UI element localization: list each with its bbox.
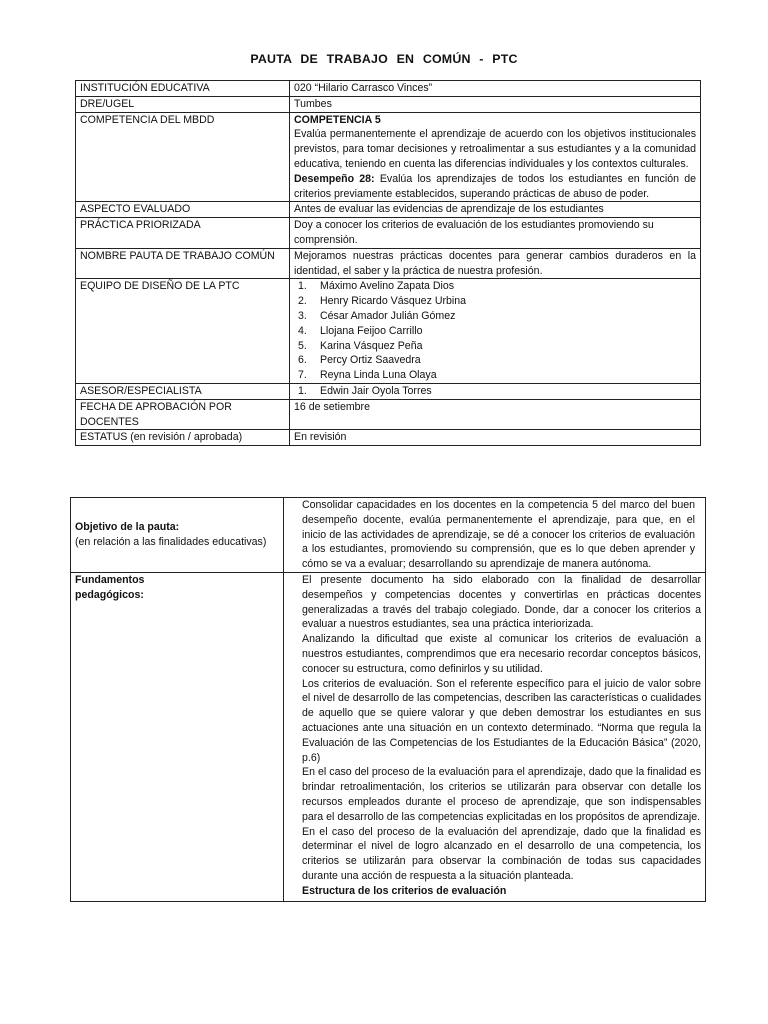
fundamentos-paragraph: El presente documento ha sido elaborado con la finalidad de desarrollar desempeños y competencias docentes y convertirlas en prácticas docentes generalizadas a través del trabajo colegiado. Donde, dar a conocer los criterios a evaluar a nuestros estudiantes, sea una práctica interiorizada. bbox=[302, 573, 701, 631]
table-row bbox=[76, 96, 701, 112]
team-member-name: César Amador Julián Gómez bbox=[320, 309, 456, 322]
list-number: 1. bbox=[298, 384, 307, 397]
page-title: PAUTA DE TRABAJO EN COMÚN - PTC bbox=[250, 52, 518, 66]
table-row bbox=[76, 383, 701, 399]
nombre-value: Mejoramos nuestras prácticas docentes para generar cambios duraderos en la identidad, el saber y la práctica de nuestra profesión. bbox=[290, 248, 701, 279]
competencia-label: COMPETENCIA DEL MBDD bbox=[76, 112, 290, 202]
list-number: 3. bbox=[298, 309, 307, 322]
table-row bbox=[76, 399, 701, 430]
desempeno-title: Desempeño 28: bbox=[294, 172, 375, 185]
team-member-name: Máximo Avelino Zapata Dios bbox=[320, 280, 455, 293]
list-number: 5. bbox=[298, 339, 307, 352]
team-member-name: Percy Ortiz Saavedra bbox=[320, 354, 421, 367]
desempeno-text: Evalúa los aprendizajes de todos los estudiantes en función de criterios previamente establecidos, superando prácticas de abuso de poder. bbox=[294, 172, 696, 200]
objetivo-cell bbox=[284, 498, 706, 573]
estructura-heading: Estructura de los criterios de evaluación bbox=[302, 884, 507, 897]
fundamentos-paragraph: En el caso del proceso de la evaluación del aprendizaje, dado que la finalidad es determinar el nivel de logro alcanzado en el desarrollo de una competencia, los criterios se utilizarán para observar la combinación de todas sus capacidades durante una acción de respuesta a la situación planteada. bbox=[302, 825, 701, 882]
practica-label: PRÁCTICA PRIORIZADA bbox=[76, 218, 290, 249]
list-item bbox=[294, 339, 696, 354]
info-table bbox=[75, 80, 701, 446]
equipo-label: EQUIPO DE DISEÑO DE LA PTC bbox=[76, 279, 290, 384]
fecha-value: 16 de setiembre bbox=[290, 399, 701, 430]
aspecto-label: ASPECTO EVALUADO bbox=[76, 202, 290, 218]
objetivo-note: (en relación a las finalidades educativas) bbox=[75, 535, 267, 548]
list-number: 6. bbox=[298, 354, 307, 367]
fundamentos-paragraph: En el caso del proceso de la evaluación para el aprendizaje, dado que la finalidad es brindar retroalimentación, los criterios se utilizarán para observar con detalle los recursos empleados durante el proceso de aprendizaje, que son indispensables para el desarrollo de las competencias explicitadas en los propósitos de aprendizaje. bbox=[302, 766, 701, 823]
competencia-text: Evalúa permanentemente el aprendizaje de acuerdo con los objetivos institucionales previstos, para tomar decisiones y retroalimentar a sus estudiantes y a la comunidad educativa, teniendo en cuenta las diferencias individuales y los contextos culturales. bbox=[294, 128, 696, 170]
list-number: 2. bbox=[298, 295, 307, 308]
table-row bbox=[76, 112, 701, 202]
institucion-label: INSTITUCIÓN EDUCATIVA bbox=[76, 81, 290, 97]
objetivo-text: Consolidar capacidades en los docentes en la competencia 5 del marco del buen desempeño docente, evalúa permanentemente el aprendizaje, para que, en el inicio de las actividades de aprendizaje, se dé a conocer los criterios de evaluación a los estudiantes, promoviendo su comprensión, que es lo que deben aprender y cómo se va a evaluar; desarrollando su aprendizaje de manera autónoma. bbox=[302, 499, 695, 571]
list-number: 1. bbox=[298, 280, 307, 293]
asesor-label: ASESOR/ESPECIALISTA bbox=[76, 383, 290, 399]
institucion-value: 020 “Hilario Carrasco Vinces” bbox=[290, 81, 701, 97]
desempeno-paragraph bbox=[294, 172, 696, 202]
team-member-name: Reyna Linda Luna Olaya bbox=[320, 369, 437, 382]
fundamentos-paragraph: Los criterios de evaluación. Son el referente específico para el juicio de valor sobre el nivel de desarrollo de las competencias, describen las características o cualidades de aquello que se quiere valorar y que deben demostrar los estudiantes en sus actuaciones ante una situación en un contexto determinado. “Norma que regula la Evaluación de las Competencias de los Estudiantes de la Educación Básica” (2020, p.6) bbox=[302, 677, 701, 764]
list-item bbox=[294, 294, 696, 309]
estatus-label: ESTATUS (en revisión / aprobada) bbox=[76, 430, 290, 446]
estatus-value: En revisión bbox=[290, 430, 701, 446]
competencia-cell bbox=[290, 112, 701, 202]
fundamentos-label-cell bbox=[71, 572, 284, 901]
list-item bbox=[294, 279, 696, 294]
table-row bbox=[71, 572, 706, 901]
nombre-label: NOMBRE PAUTA DE TRABAJO COMÚN bbox=[76, 248, 290, 279]
dre-label: DRE/UGEL bbox=[76, 96, 290, 112]
fundamentos-paragraph: Analizando la dificultad que existe al comunicar los criterios de evaluación a nuestros estudiantes, comprendimos que era necesario recordar conceptos básicos, conocer su estructura, como definirlos y su utilidad. bbox=[302, 633, 701, 675]
equipo-list bbox=[294, 279, 696, 383]
equipo-cell bbox=[290, 279, 701, 384]
aspecto-value: Antes de evaluar las evidencias de aprendizaje de los estudiantes bbox=[290, 202, 701, 218]
list-item bbox=[294, 309, 696, 324]
table-row bbox=[76, 279, 701, 384]
team-member-name: Llojana Feijoo Carrillo bbox=[320, 324, 423, 337]
competencia-title: COMPETENCIA 5 bbox=[294, 113, 381, 126]
list-item bbox=[294, 324, 696, 339]
fundamentos-cell bbox=[284, 572, 706, 901]
list-item bbox=[294, 368, 696, 383]
asesor-list bbox=[294, 384, 696, 399]
practica-value: Doy a conocer los criterios de evaluación de los estudiantes promoviendo su comprensión. bbox=[290, 218, 701, 249]
table-row bbox=[76, 81, 701, 97]
table-row bbox=[76, 248, 701, 279]
pauta-table bbox=[70, 497, 706, 902]
asesor-cell bbox=[290, 383, 701, 399]
list-item bbox=[294, 353, 696, 368]
team-member-name: Henry Ricardo Vásquez Urbina bbox=[320, 295, 467, 308]
objetivo-label-cell bbox=[71, 498, 284, 573]
fecha-label: FECHA DE APROBACIÓN POR DOCENTES bbox=[76, 399, 290, 430]
objetivo-label: Objetivo de la pauta: bbox=[75, 521, 180, 534]
advisor-name: Edwin Jair Oyola Torres bbox=[320, 384, 432, 397]
list-number: 4. bbox=[298, 324, 307, 337]
dre-value: Tumbes bbox=[290, 96, 701, 112]
table-row bbox=[71, 498, 706, 573]
team-member-name: Karina Vásquez Peña bbox=[320, 339, 423, 352]
fundamentos-label: Fundamentos pedagógicos: bbox=[75, 573, 145, 601]
table-row bbox=[76, 218, 701, 249]
list-number: 7. bbox=[298, 369, 307, 382]
table-row bbox=[76, 430, 701, 446]
table-row bbox=[76, 202, 701, 218]
list-item bbox=[294, 384, 696, 399]
